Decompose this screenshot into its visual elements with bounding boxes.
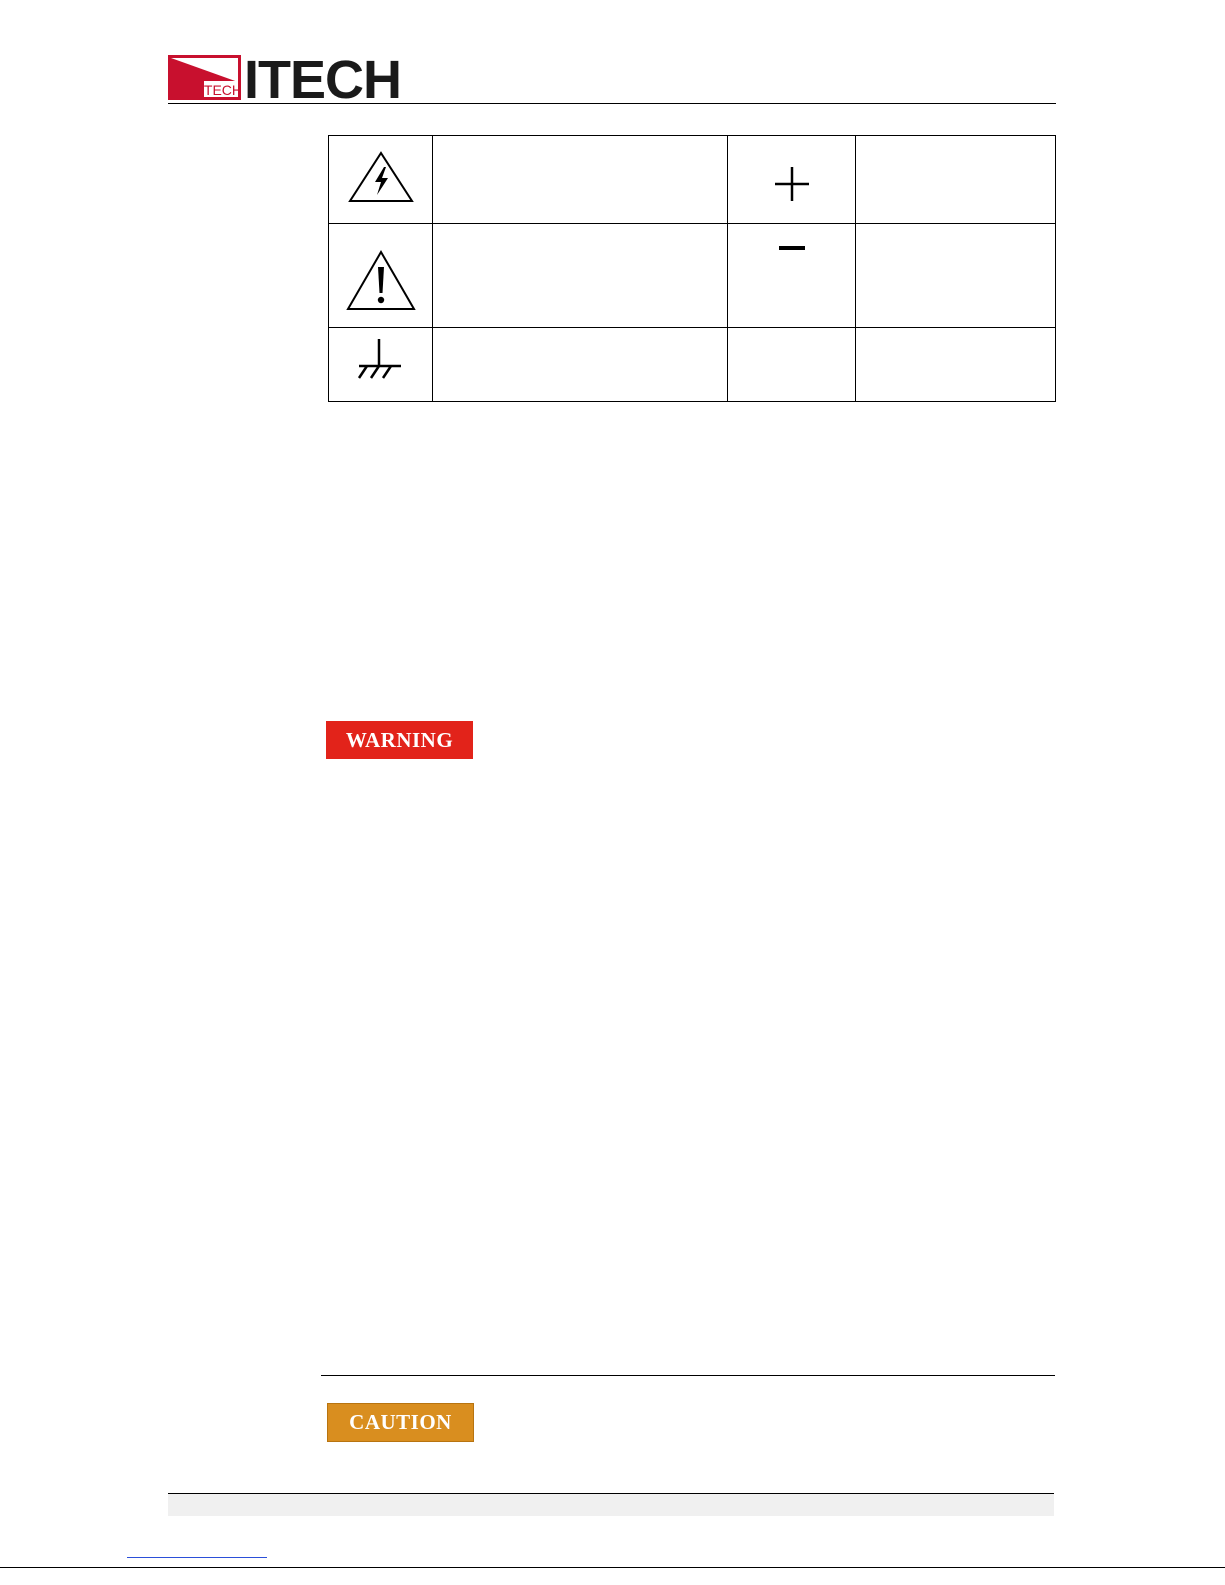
table-row [329,328,1056,402]
table-row [329,136,1056,224]
plus-terminal-icon [772,164,812,204]
description-cell [856,224,1056,328]
symbol-cell [329,328,433,402]
caution-exclamation-icon [345,247,417,313]
caution-badge [327,1403,474,1442]
description-cell [856,136,1056,224]
logo-text: ITECH [244,52,401,102]
description-cell [433,224,728,328]
description-cell [433,328,728,402]
warning-badge [326,721,473,759]
footer-band [168,1493,1054,1516]
symbol-cell [329,136,433,224]
warning-label: WARNING [345,727,454,752]
description-cell [856,328,1056,402]
symbol-cell [329,224,433,328]
protective-ground-icon [351,334,411,390]
symbol-cell [728,224,856,328]
description-cell [433,136,728,224]
minus-terminal-icon [772,238,812,258]
page-bottom-rule [0,1567,1225,1568]
table-row [329,224,1056,328]
header-rule [168,103,1056,104]
footer-link-underline[interactable] [127,1557,267,1558]
logo-small-text: ITECH [200,82,242,98]
symbols-table [328,135,1056,402]
high-voltage-warning-icon [346,147,416,207]
section-divider [321,1375,1055,1376]
itech-logo [168,52,418,102]
symbol-cell [728,328,856,402]
caution-label: CAUTION [349,1410,452,1434]
symbol-cell [728,136,856,224]
